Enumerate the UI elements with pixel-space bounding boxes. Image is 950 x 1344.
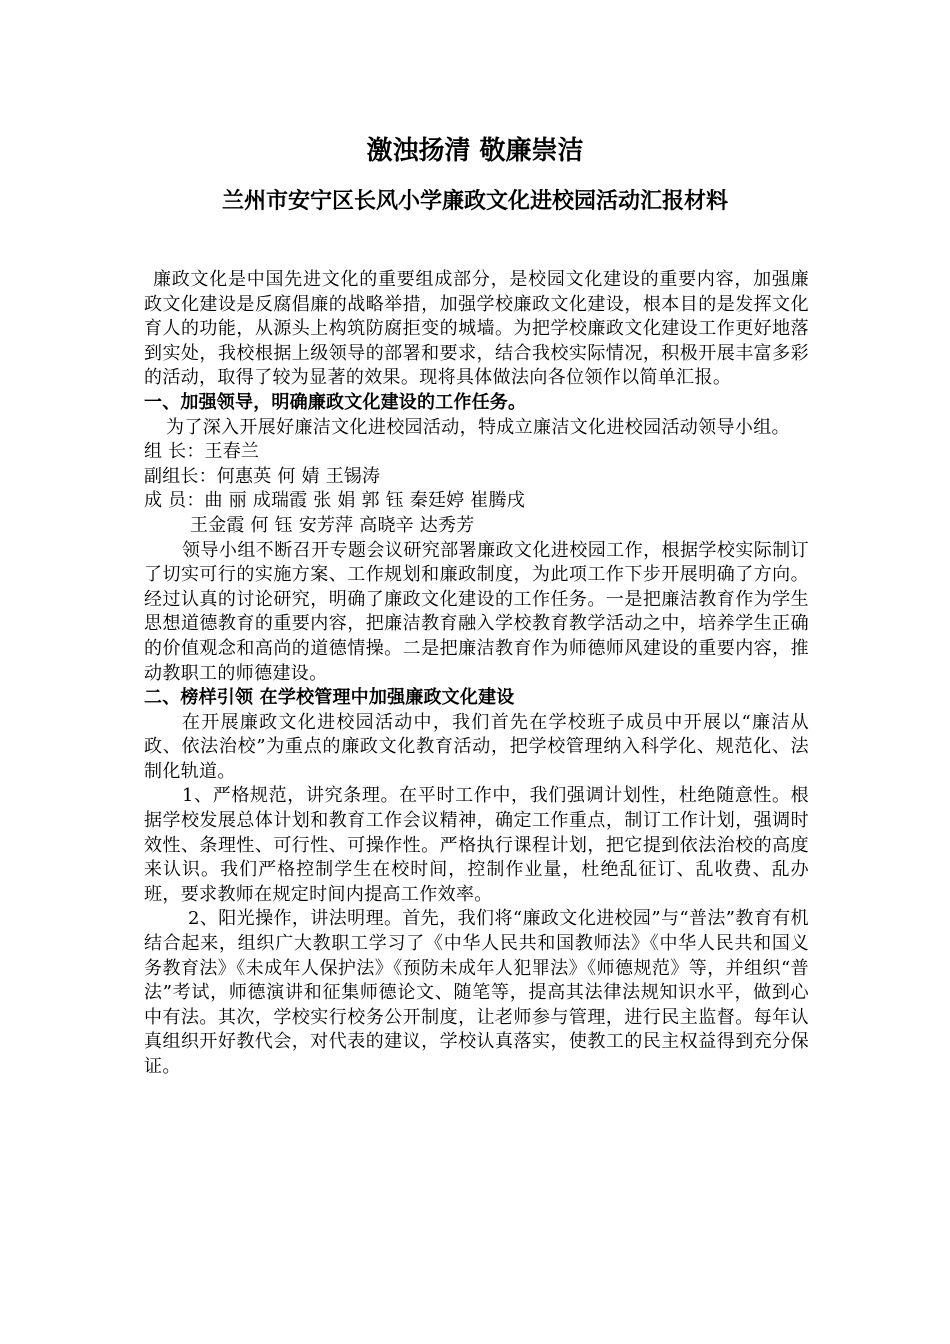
section-2-intro: 在开展廉政文化进校园活动中，我们首先在学校班子成员中开展以“廉洁从政、依法治校”为重点的廉政文化教育活动，把学校管理纳入科学化、规范化、法制化轨道。 bbox=[144, 711, 809, 782]
document-title: 激浊扬清 敬廉崇洁 bbox=[366, 136, 584, 166]
group-leader-line: 组 长：王春兰 bbox=[144, 441, 260, 463]
group-deputy-line: 副组长：何惠英 何 婧 王锡涛 bbox=[144, 465, 381, 487]
document-subtitle: 兰州市安宁区长风小学廉政文化进校园活动汇报材料 bbox=[221, 188, 728, 214]
intro-paragraph: 廉政文化是中国先进文化的重要组成部分，是校园文化建设的重要内容，加强廉政文化建设是反腐倡廉的战略举措，加强学校廉政文化建设，根本目的是发挥文化育人的功能，从源头上构筑防腐拒变的城墙。为把学校廉政文化建设工作更好地落到实处，我校根据上级领导的部署和要求，结合我校实际情况，积极开展丰富多彩的活动，取得了较为显著的效果。现将具体做法向各位领作以简单汇报。 bbox=[144, 269, 809, 389]
document-body bbox=[144, 268, 809, 1080]
group-members-line-2: 王金霞 何 钰 安芳萍 高晓辛 达秀芳 bbox=[190, 514, 475, 536]
section-1-intro: 为了深入开展好廉洁文化进校园活动，特成立廉洁文化进校园活动领导小组。 bbox=[166, 416, 790, 438]
section-2-heading: 二、榜样引领 在学校管理中加强廉政文化建设 bbox=[144, 687, 515, 709]
group-members-line-1: 成 员：曲 丽 成瑞霞 张 娟 郭 钰 秦廷婷 崔腾戌 bbox=[144, 490, 525, 512]
section-1-heading: 一、加强领导，明确廉政文化建设的工作任务。 bbox=[144, 391, 527, 413]
section-1-body: 领导小组不断召开专题会议研究部署廉政文化进校园工作，根据学校实际制订了切实可行的实施方案、工作规划和廉政制度，为此项工作下步开展明确了方向。经过认真的讨论研究，明确了廉政文化建设的工作任务。一是把廉洁教育作为学生思想道德教育的重要内容，把廉洁教育融入学校教育教学活动之中，培养学生正确的价值观念和高尚的道德情操。二是把廉洁教育作为师德师风建设的重要内容，推动教职工的师德建设。 bbox=[144, 539, 809, 684]
section-2-item-2: 2、阳光操作，讲法明理。首先，我们将“廉政文化进校园”与“普法”教育有机结合起来，组织广大教职工学习了《中华人民共和国教师法》《中华人民共和国义务教育法》《未成年人保护法》《预防未成年人犯罪法》《师德规范》等，并组织“普法”考试，师德演讲和征集师德论文、随笔等，提高其法律法规知识水平，做到心中有法。其次，学校实行校务公开制度，让老师参与管理，进行民主监督。每年认真组织开好教代会，对代表的建议，学校认真落实，使教工的民主权益得到充分保证。 bbox=[144, 908, 809, 1077]
section-2-item-1: 1、严格规范，讲究条理。在平时工作中，我们强调计划性，杜绝随意性。根据学校发展总体计划和教育工作会议精神，确定工作重点，制订工作计划，强调时效性、条理性、可行性、可操作性。严格执行课程计划，把它提到依法治校的高度来认识。我们严格控制学生在校时间，控制作业量，杜绝乱征订、乱收费、乱办班，要求教师在规定时间内提高工作效率。 bbox=[144, 785, 809, 905]
